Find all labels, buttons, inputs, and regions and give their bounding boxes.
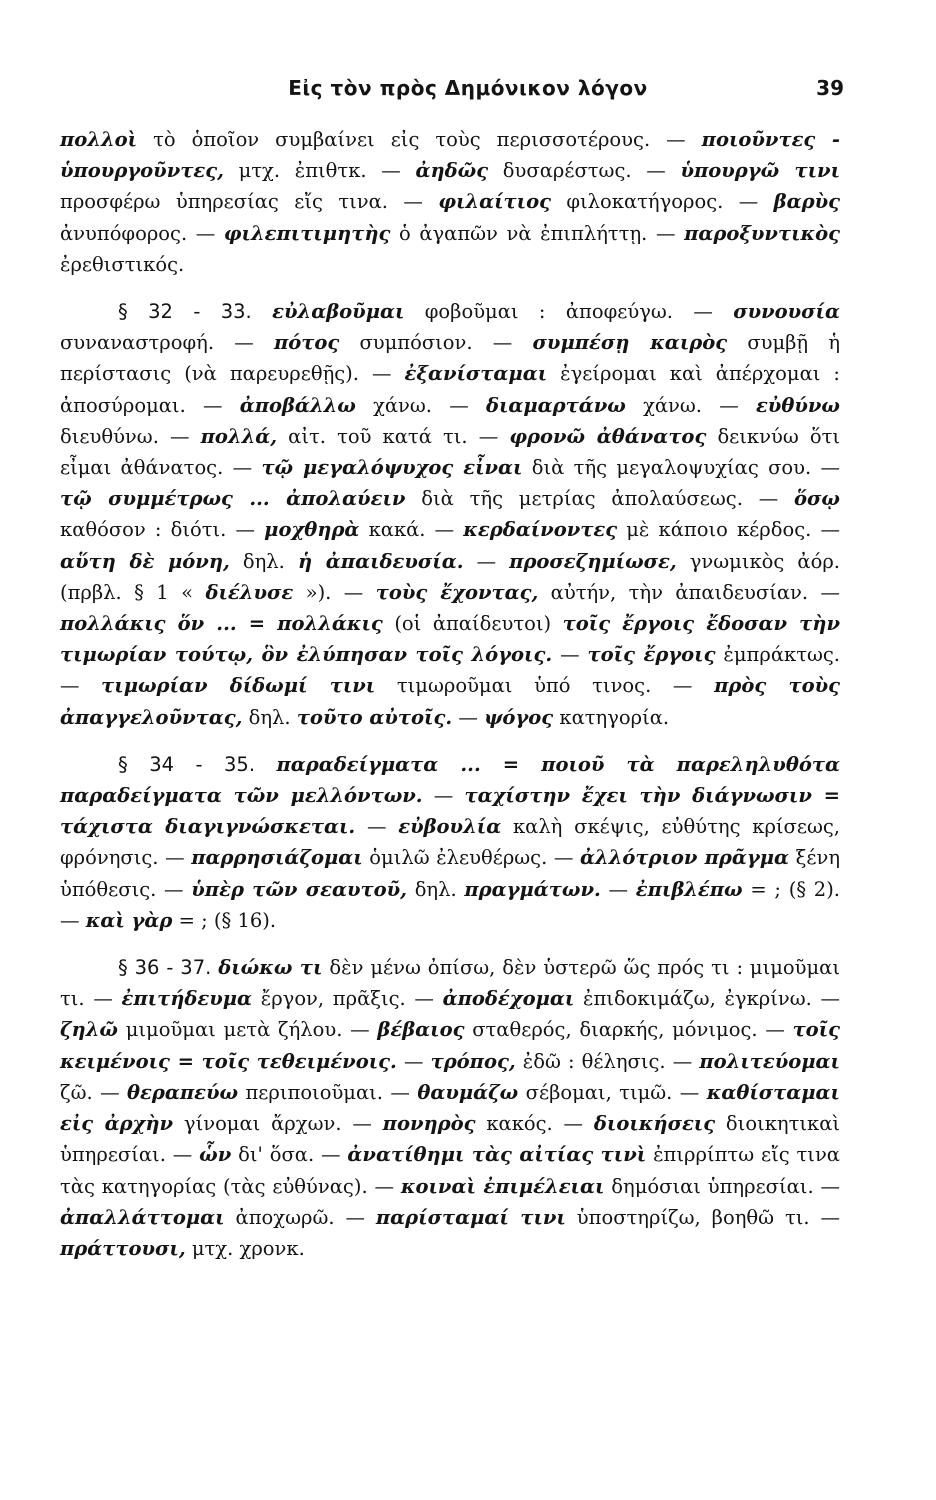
lemma: φρονῶ ἀθάνατος [509, 424, 707, 448]
lemma: τρόπος, [430, 1049, 516, 1073]
gloss-text: διὰ τῆς μετρίας ἀπολαύσεως. — [405, 487, 795, 511]
gloss-text: ἐπιρρίπτω εἴς τινα τὰς κατηγορίας (τὰς εὐθύνας). — [60, 1143, 840, 1198]
gloss-text: (οἱ ἀπαίδευτοι) [382, 612, 563, 636]
lemma: εὐλαβοῦμαι [272, 300, 405, 324]
gloss-text: διευθύνω. — [60, 424, 201, 448]
gloss-text: δι' ὅσα. — [231, 1143, 348, 1167]
gloss-text: — [452, 705, 485, 729]
lemma: πολιτεύομαι [699, 1049, 840, 1073]
lemma: ἀηδῶς [415, 159, 489, 183]
gloss-text: μτχ. χρονκ. [185, 1236, 305, 1260]
lemma: τῷ συμμέτρως ... ἀπολαύειν [60, 487, 406, 511]
gloss-text: καλὴ σκέψις, εὐθύτης κρίσεως, φρόνησις. — [60, 815, 840, 870]
lemma: τοὺς ἔχοντας, [375, 580, 539, 604]
gloss-text: ξένη ὑπόθεσις. — [60, 846, 841, 901]
gloss-text: τὸ ὁποῖον συμβαίνει εἰς τοὺς περισσοτέρους. — [137, 128, 702, 151]
gloss-text: σταθερός, διαρκής, μόνιμος. — [464, 1018, 793, 1042]
gloss-text: χάνω. — [355, 393, 486, 417]
lemma: εὐθύνω [755, 393, 840, 417]
lemma: διαμαρτάνω [485, 393, 626, 417]
lemma: εὐβουλία [398, 815, 502, 839]
gloss-text: ὑποστηρίζω, βοηθῶ τι. — [565, 1205, 841, 1229]
lemma: καθίσταμαι εἰς ἀρχὴν [60, 1080, 840, 1136]
gloss-text: »). — [293, 580, 376, 604]
gloss-text: προσφέρω ὑπηρεσίας εἴς τινα. — [60, 190, 439, 214]
gloss-text: — [463, 549, 510, 573]
lemma: ὑπὲρ τῶν σεαυτοῦ, [191, 877, 407, 901]
gloss-text: αἰτ. τοῦ κατά τι. — [277, 424, 510, 448]
gloss-text: — [552, 643, 588, 667]
lemma: ψόγος [484, 705, 554, 729]
lemma: παρίσταμαί τινι [375, 1205, 566, 1229]
gloss-text: ἀποχωρῶ. — [224, 1205, 376, 1229]
gloss-text: γίνομαι ἄρχων. — [173, 1112, 383, 1136]
lemma: τοῖς ἔργοις ἔδοσαν τὴν τιμωρίαν τούτῳ, ὃν ἐλύπησαν τοῖς λόγοις. [60, 612, 841, 667]
gloss-text: περιποιοῦμαι. — [238, 1080, 418, 1104]
lemma: κοιναὶ ἐπιμέλειαι [400, 1174, 605, 1198]
gloss-text: κακός. — [475, 1112, 594, 1136]
lemma: βέβαιος [377, 1018, 465, 1042]
gloss-text: αὐτήν, τὴν ἀπαιδευσίαν. — [538, 580, 840, 604]
paragraph-p1 [60, 124, 840, 280]
lemma: πολλά, [200, 424, 278, 448]
lemma: τιμωρίαν δίδωμί τινι [101, 674, 376, 698]
lemma: παρρησιάζομαι [191, 846, 363, 870]
lemma: ὅσῳ [794, 487, 840, 511]
lemma: ζηλῶ [60, 1018, 118, 1042]
gloss-text: μιμοῦμαι μετὰ ζήλου. — [117, 1018, 378, 1042]
lemma: πράττουσι, [60, 1236, 186, 1260]
gloss-text: — [355, 815, 399, 839]
section-marker: § 32 - 33. [118, 300, 252, 324]
gloss-text: γνωμικὸς ἀόρ. (πρβλ. § 1 « [60, 549, 840, 604]
lemma: πολλάκις ὅν ... = πολλάκις [60, 612, 383, 636]
gloss-text: ὁμιλῶ ἐλευθέρως. — [362, 846, 581, 870]
gloss-text: — [422, 784, 465, 808]
lemma: ἀπαλλάττομαι [60, 1205, 225, 1229]
lemma: συμπέσῃ καιρὸς [532, 331, 728, 355]
lemma: παροξυντικὸς [684, 221, 841, 245]
lemma: πρὸς τοὺς ἀπαγγελοῦντας, [60, 674, 840, 729]
gloss-text: τιμωροῦμαι ὑπό τινος. — [375, 674, 715, 698]
lemma: τοῦτο αὐτοῖς. [296, 705, 453, 729]
lemma: διέλυσε [205, 580, 294, 604]
lemma: πονηρὸς [382, 1112, 476, 1136]
commentary-text [60, 124, 840, 1280]
gloss-text: μτχ. ἐπιθτκ. — [223, 159, 416, 183]
lemma: φιλεπιτιμητὴς [223, 221, 391, 245]
lemma: ἀλλότριον πρᾶγμα [580, 846, 790, 870]
gloss-text: μὲ κάποιο κέρδος. — [617, 518, 840, 542]
lemma: ἐπιτήδευμα [121, 987, 253, 1011]
gloss-text: δεικνύω ὅτι εἶμαι ἀθάνατος. — [60, 424, 841, 480]
gloss-text: διὰ τῆς μεγαλοψυχίας σου. — [522, 456, 841, 480]
gloss-text: συμβῇ ἡ περίστασις (νὰ παρευρεθῇς). — [60, 331, 841, 386]
gloss-text: ζῶ. — [60, 1080, 127, 1104]
lemma: πραγμάτων. [464, 877, 601, 901]
gloss-text: σέβομαι, τιμῶ. — [518, 1080, 707, 1104]
gloss-text: δυσαρέστως. — [488, 159, 681, 183]
gloss-text: ἀνυπόφορος. — [60, 221, 224, 245]
lemma: αὕτη δὲ μόνη, [60, 549, 230, 573]
gloss-text: δὲν μένω ὀπίσω, δὲν ὑστερῶ ὥς πρός τι : μιμοῦμαι τι. — [60, 956, 840, 1011]
gloss-text: φοβοῦμαι : ἀποφεύγω. — [404, 300, 734, 324]
lemma: παραδείγματα ... = ποιοῦ τὰ παρεληλυθότα παραδείγματα τῶν μελλόντων. [60, 752, 840, 808]
lemma: ἡ ἀπαιδευσία. [297, 549, 464, 573]
gloss-text: δηλ. [406, 877, 465, 901]
gloss-text: κακά. — [359, 518, 464, 542]
lemma: πολλοὶ [60, 128, 138, 151]
lemma: ἐξανίσταμαι [404, 362, 548, 386]
section-marker: § 34 - 35. [118, 752, 256, 776]
lemma: ταχίστην ἔχει τὴν διάγνωσιν = τάχιστα διαγιγνώσκεται. [60, 784, 840, 839]
gloss-text: διοικητικαὶ ὑπηρεσίαι. — [60, 1112, 841, 1167]
page-number: 39 [816, 76, 844, 100]
lemma: τοῖς κειμένοις = τοῖς τεθειμένοις. [60, 1018, 840, 1073]
gloss-text: — [396, 1049, 431, 1073]
lemma: ἀποβάλλω [239, 393, 356, 417]
lemma: μοχθηρὰ [264, 518, 360, 542]
lemma: διώκω τι [218, 956, 323, 980]
gloss-text: συναναστροφή. — [60, 331, 274, 355]
lemma: ἐπιβλέπω [635, 877, 743, 901]
gloss-text: ἔργον, πρᾶξις. — [252, 987, 443, 1011]
gloss-text: δηλ. [229, 549, 298, 573]
lemma: καὶ γὰρ [85, 908, 173, 932]
gloss-text: = ; (§ 2). — [60, 877, 840, 932]
lemma: θεραπεύω [127, 1080, 239, 1104]
gloss-text: ἐγείρομαι καὶ ἀπέρχομαι : ἀποσύρομαι. — [60, 362, 840, 417]
gloss-text: ἐπιδοκιμάζω, ἐγκρίνω. — [574, 987, 841, 1011]
gloss-text: ἐδῶ : θέλησις. — [515, 1049, 700, 1073]
lemma: ὧν [199, 1143, 232, 1167]
lemma: τοῖς ἔργοις [587, 643, 716, 667]
paragraph-p2 [60, 296, 840, 733]
gloss-text: ἐρεθιστικός. [60, 252, 185, 276]
running-head-title: Εἰς τὸν πρὸς Δημόνικον λόγον [288, 76, 648, 100]
gloss-text: = ; (§ 16). [172, 908, 277, 932]
lemma: ἀποδέχομαι [442, 987, 575, 1011]
gloss-text: χάνω. — [625, 393, 756, 417]
lemma: τῷ μεγαλόψυχος εἶναι [261, 456, 523, 480]
lemma: φιλαίτιος [438, 190, 551, 214]
lemma: προσεζημίωσε, [509, 549, 677, 573]
lemma: συνουσία [733, 300, 840, 324]
gloss-text: καθόσον : διότι. — [60, 518, 265, 542]
gloss-text: φιλοκατήγορος. — [550, 190, 774, 214]
gloss-text: συμπόσιον. — [339, 331, 533, 355]
gloss-text: κατηγορία. [553, 705, 670, 729]
gloss-text: ἐμπράκτως. — [60, 643, 840, 698]
lemma: ἀνατίθημι τὰς αἰτίας τινὶ [347, 1143, 647, 1167]
gloss-text: δημόσιαι ὑπηρεσίαι. — [604, 1174, 840, 1198]
lemma: θαυμάζω [417, 1080, 519, 1104]
lemma: κερδαίνοντες [463, 518, 618, 542]
gloss-text: δηλ. [242, 705, 297, 729]
paragraph-p4 [60, 952, 840, 1264]
lemma: διοικήσεις [593, 1112, 716, 1136]
lemma: βαρὺς [773, 190, 840, 214]
running-head [0, 76, 936, 116]
gloss-text: ὁ ἀγαπῶν νὰ ἐπιπλήττῃ. — [390, 221, 685, 245]
lemma: ὑπουργῶ τινι [680, 159, 841, 183]
lemma: ποιοῦντες - ὑπουργοῦντες, [60, 128, 840, 183]
gloss-text: — [600, 877, 636, 901]
section-marker: § 36 - 37. [118, 956, 212, 980]
lemma: πότος [273, 331, 340, 355]
paragraph-p3 [60, 749, 840, 936]
